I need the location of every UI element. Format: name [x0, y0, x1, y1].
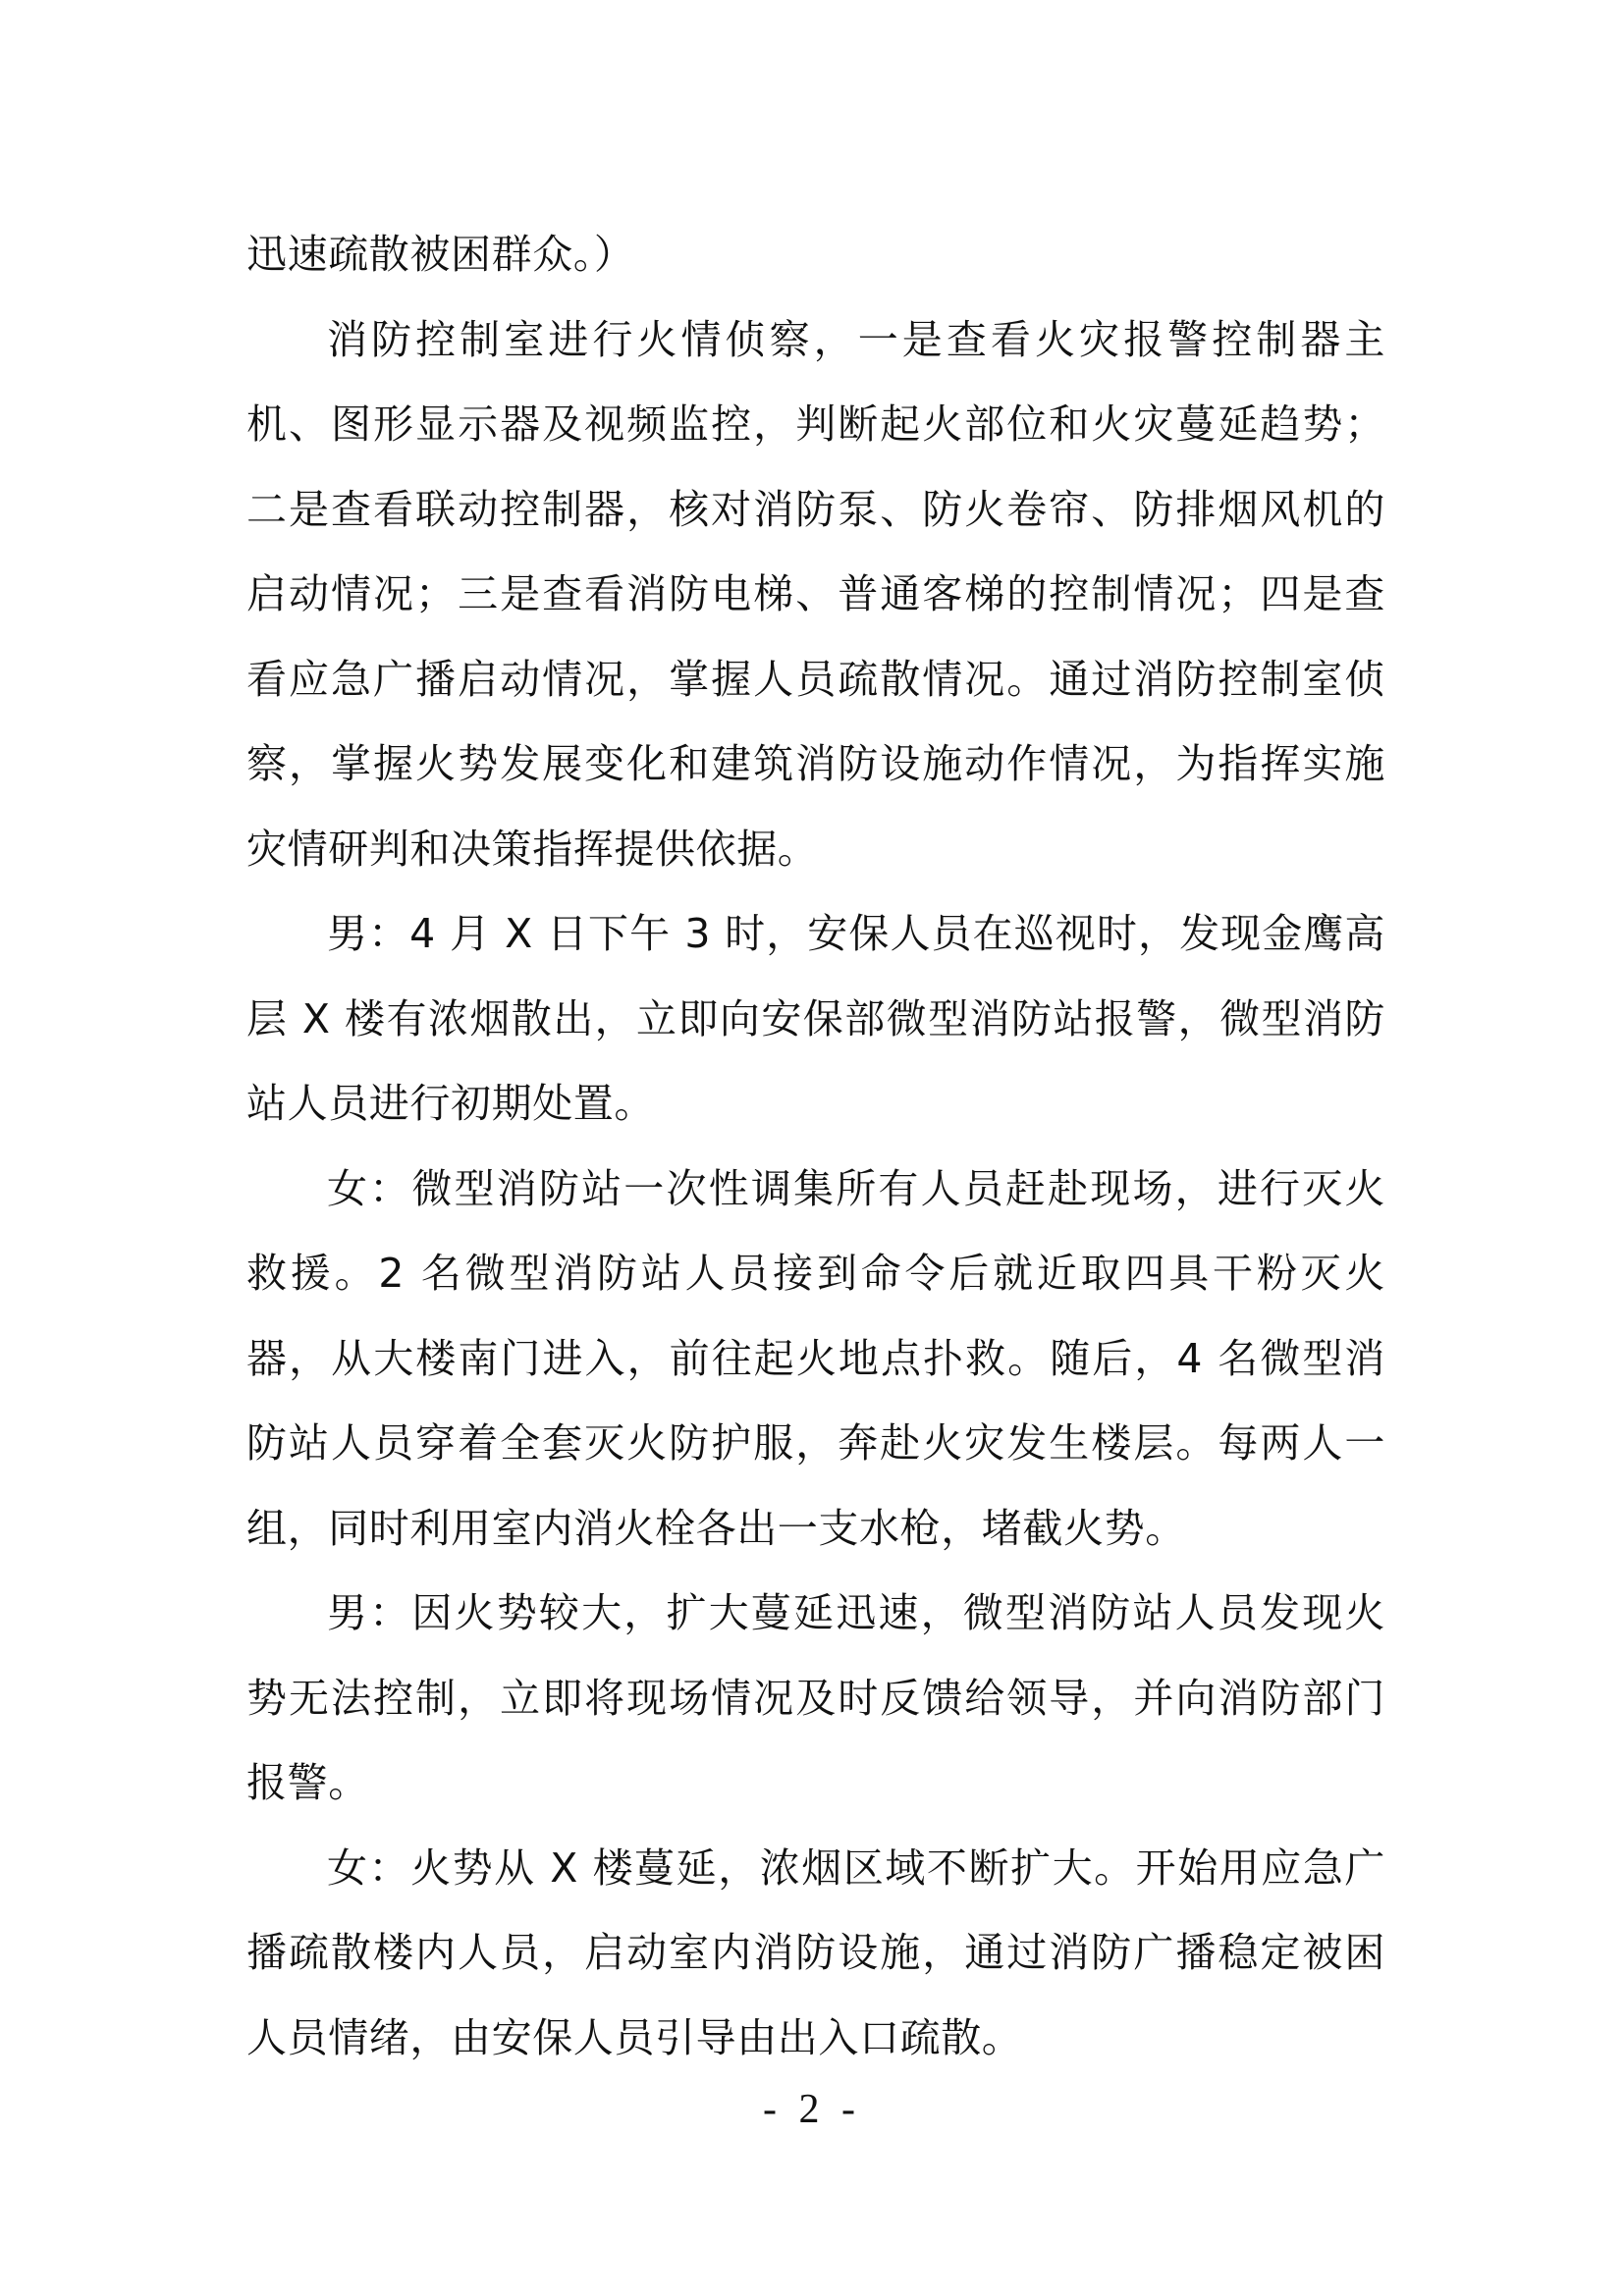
paragraph-continuation: 迅速疏散被困群众。） — [246, 231, 635, 278]
paragraph-male-alarm: 男：4 月 X 日下午 3 时，安保人员在巡视时，发现金鹰高层 X 楼有浓烟散出，立即向安保部微型消防站报警，微型消防站人员进行初期处置。 — [246, 910, 1385, 1127]
paragraph-female-evacuation: 女：火势从 X 楼蔓延，浓烟区域不断扩大。开始用应急广播疏散楼内人员，启动室内消防设施，通过消防广播稳定被困人员情绪，由安保人员引导由出入口疏散。 — [246, 1843, 1385, 2061]
paragraph-male-escalation: 男：因火势较大，扩大蔓延迅速，微型消防站人员发现火势无法控制，立即将现场情况及时反馈给领导，并向消防部门报警。 — [246, 1589, 1385, 1806]
paragraph-control-room-recon: 消防控制室进行火情侦察，一是查看火灾报警控制器主机、图形显示器及视频监控，判断起火部位和火灾蔓延趋势；二是查看联动控制器，核对消防泵、防火卷帘、防排烟风机的启动情况；三是查看消防电梯、普通客梯的控制情况；四是查看应急广播启动情况，掌握人员疏散情况。通过消防控制室侦察，掌握火势发展变化和建筑消防设施动作情况，为指挥实施灾情研判和决策指挥提供依据。 — [246, 315, 1385, 873]
page-number: - 2 - — [763, 2087, 861, 2132]
paragraph-female-response: 女：微型消防站一次性调集所有人员赶赴现场，进行灭火救援。2 名微型消防站人员接到命令后就近取四具干粉灭火器，从大楼南门进入，前往起火地点扑救。随后，4 名微型消防站人员穿着全套灭火防护服，奔赴火灾发生楼层。每两人一组，同时利用室内消火栓各出一支水枪，堵截火势。 — [246, 1164, 1385, 1552]
document-body — [246, 212, 1385, 2080]
